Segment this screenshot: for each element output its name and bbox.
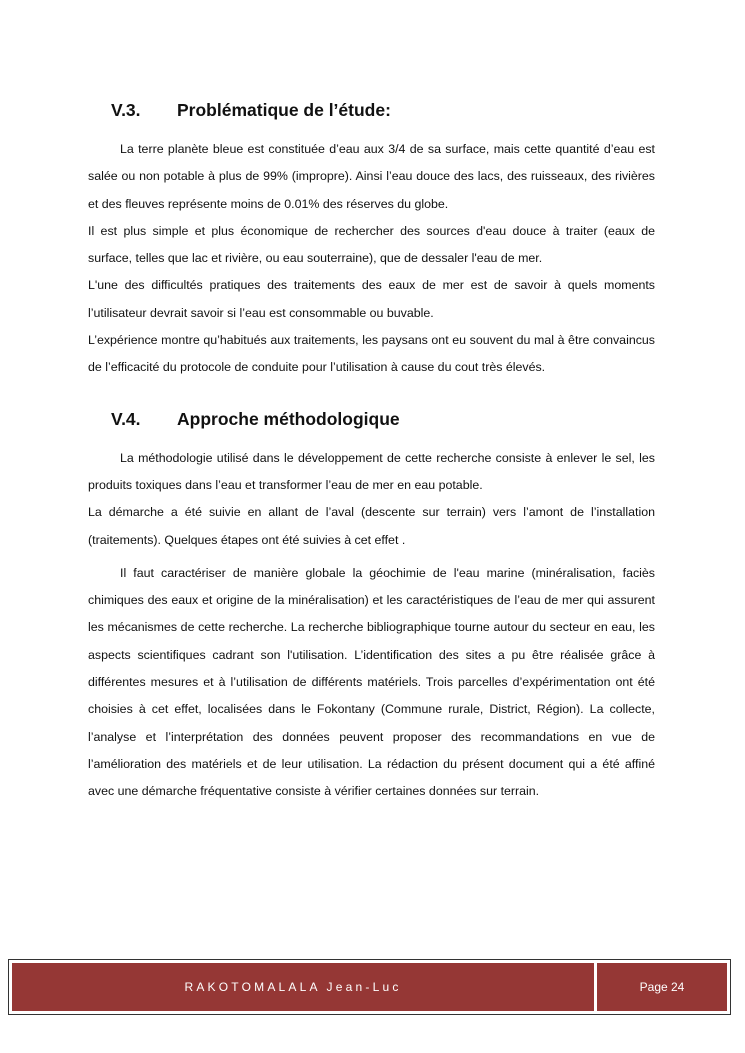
section-title: Approche méthodologique <box>177 408 400 429</box>
section-heading-approche <box>111 405 655 433</box>
paragraph: La terre planète bleue est constituée d’eau aux 3/4 de sa surface, mais cette quantité d’eau est salée ou non potable à plus de 99% (impropre). Ainsi l’eau douce des lacs, des ruisseaux, des rivières et des fleuves représente moins de 0.01% des réserves du globe. <box>88 142 655 211</box>
paragraph: Il faut caractériser de manière globale la géochimie de l'eau marine (minéralisation, faciès chimiques des eaux et origine de la minéralisation) et les caractéristiques de l’eau de mer qui assurent les mécanismes de cette recherche. La recherche bibliographique tourne autour du secteur en eau, les aspects scientifiques cadrant son l'utilisation. L’identification des sites a pu être réalisée grâce à différentes mesures et à l’utilisation de différents matériels. Trois parcelles d’expérimentation ont été choisies à cet effet, localisées dans le Fokontany (Commune rurale, District, Région). La collecte, l’analyse et l’interprétation des données peuvent proposer des recommandations en vue de l’amélioration des matériels et de leur utilisation. La rédaction du présent document qui a été affiné avec une démarche fréquentative consiste à vérifier certaines données sur terrain. <box>88 565 655 799</box>
footer-page-number: Page 24 <box>597 963 727 1011</box>
paragraph: La méthodologie utilisé dans le développement de cette recherche consiste à enlever le sel, les produits toxiques dans l’eau et transformer l’eau de mer en eau potable. <box>88 450 655 492</box>
section-heading-problematique <box>111 96 655 124</box>
section-number: V.3. <box>111 100 141 120</box>
page-content <box>88 96 655 806</box>
paragraph: L’expérience montre qu’habitués aux traitements, les paysans ont eu souvent du mal à être convaincus de l’efficacité du protocole de conduite pour l’utilisation à cause du cout très élevés. <box>88 333 655 375</box>
section-body-problematique <box>88 136 655 382</box>
paragraph: La démarche a été suivie en allant de l’aval (descente sur terrain) vers l’amont de l’installation (traitements). Quelques étapes ont été suivies à cet effet . <box>88 505 655 547</box>
footer-author: RAKOTOMALALA Jean-Luc <box>12 963 594 1011</box>
section-number: V.4. <box>111 408 141 429</box>
section-body-approche <box>88 445 655 806</box>
paragraph: Il est plus simple et plus économique de rechercher des sources d'eau douce à traiter (eaux de surface, telles que lac et rivière, ou eau souterraine), que de dessaler l'eau de mer. <box>88 223 655 266</box>
section-title: Problématique de l’étude: <box>177 100 391 120</box>
paragraph: L'une des difficultés pratiques des traitements des eaux de mer est de savoir à quels moments l’utilisateur devrait savoir si l’eau est consommable ou buvable. <box>88 278 655 320</box>
page-footer <box>8 959 731 1015</box>
